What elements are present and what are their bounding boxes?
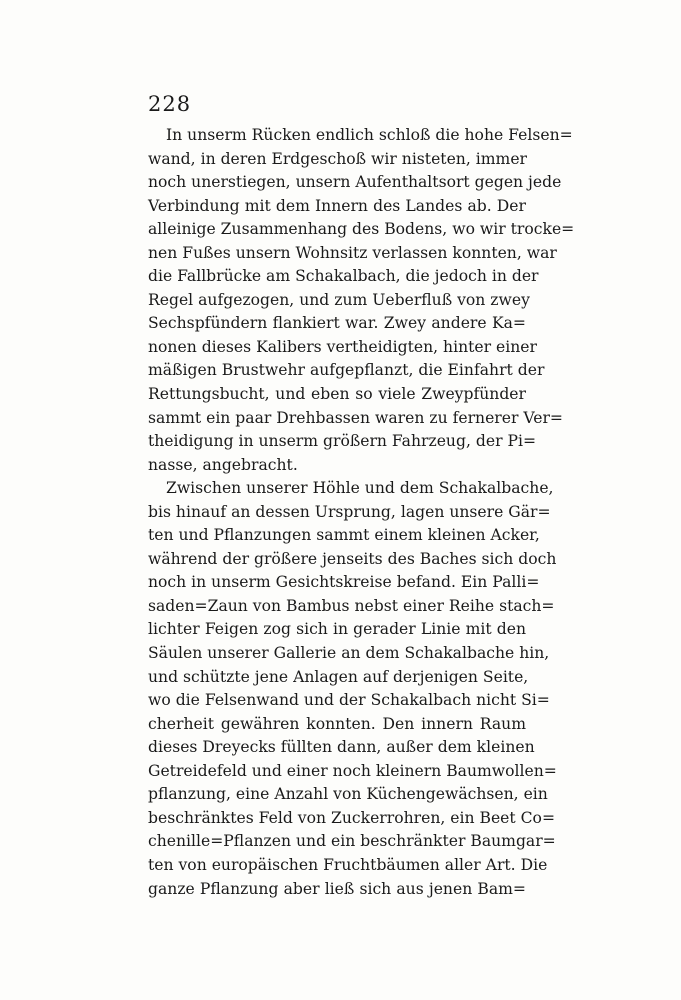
paragraph-2 xyxy=(148,477,557,901)
text-line: Sechspfündern flankiert war. Zwey andere Ka= xyxy=(148,314,526,333)
paragraph-1 xyxy=(148,124,575,477)
text-line: bis hinauf an dessen Ursprung, lagen unsere Gär= xyxy=(148,502,551,521)
text-line: Rettungsbucht, und eben so viele Zweypfünder xyxy=(148,385,526,404)
text-line: wand, in deren Erdgeschoß wir nisteten, immer xyxy=(148,149,528,168)
text-line: ten und Pflanzungen sammt einem kleinen Acker, xyxy=(148,526,540,545)
text-line: mäßigen Brustwehr aufgepflanzt, die Einfahrt der xyxy=(148,361,545,380)
text-line: chenille=Pflanzen und ein beschränkter Baumgar= xyxy=(148,832,556,851)
text-line: nen Fußes unsern Wohnsitz verlassen konnten, war xyxy=(148,243,557,262)
text-line: Säulen unserer Gallerie an dem Schakalbache hin, xyxy=(148,644,550,663)
text-line: pflanzung, eine Anzahl von Küchengewächsen, ein xyxy=(148,785,548,804)
text-line: lichter Feigen zog sich in gerader Linie mit den xyxy=(148,620,526,639)
text-line: alleinige Zusammenhang des Bodens, wo wir trocke= xyxy=(148,220,575,239)
text-line: ten von europäischen Fruchtbäumen aller Art. Die xyxy=(148,855,548,874)
text-line: In unserm Rücken endlich schloß die hohe Felsen= xyxy=(166,126,573,144)
text-line: Regel aufgezogen, und zum Ueberfluß von zwey xyxy=(148,290,530,309)
text-line: die Fallbrücke am Schakalbach, die jedoch in der xyxy=(148,267,539,286)
text-line: Zwischen unserer Höhle und dem Schakalbache, xyxy=(166,479,554,498)
text-line: noch in unserm Gesichtskreise befand. Ein Palli= xyxy=(148,573,540,592)
text-line: nonen dieses Kalibers vertheidigten, hinter einer xyxy=(148,337,537,356)
text-line: noch unerstiegen, unsern Aufenthaltsort gegen jede xyxy=(148,173,562,192)
text-line: und schützte jene Anlagen auf derjenigen Seite, xyxy=(148,667,529,686)
text-line: sammt ein paar Drehbassen waren zu fernerer Ver= xyxy=(148,408,563,427)
text-line: saden=Zaun von Bambus nebst einer Reihe stach= xyxy=(148,596,555,615)
text-line: dieses Dreyecks füllten dann, außer dem kleinen xyxy=(148,738,535,757)
text-line: nasse, angebracht. xyxy=(148,455,298,474)
text-line: ganze Pflanzung aber ließ sich aus jenen Bam= xyxy=(148,879,526,898)
text-line: beschränktes Feld von Zuckerrohren, ein Beet Co= xyxy=(148,808,556,827)
text-line: Verbindung mit dem Innern des Landes ab. Der xyxy=(148,196,526,215)
page-number: 228 xyxy=(148,92,192,116)
body-text xyxy=(148,124,575,901)
text-line: wo die Felsenwand und der Schakalbach nicht Si= xyxy=(148,691,550,710)
text-line: cherheit gewähren konnten. Den innern Raum xyxy=(148,714,526,733)
text-line: theidigung in unserm größern Fahrzeug, der Pi= xyxy=(148,432,537,451)
text-line: während der größere jenseits des Baches sich doch xyxy=(148,549,557,568)
text-line: Getreidefeld und einer noch kleinern Baumwollen= xyxy=(148,761,557,780)
